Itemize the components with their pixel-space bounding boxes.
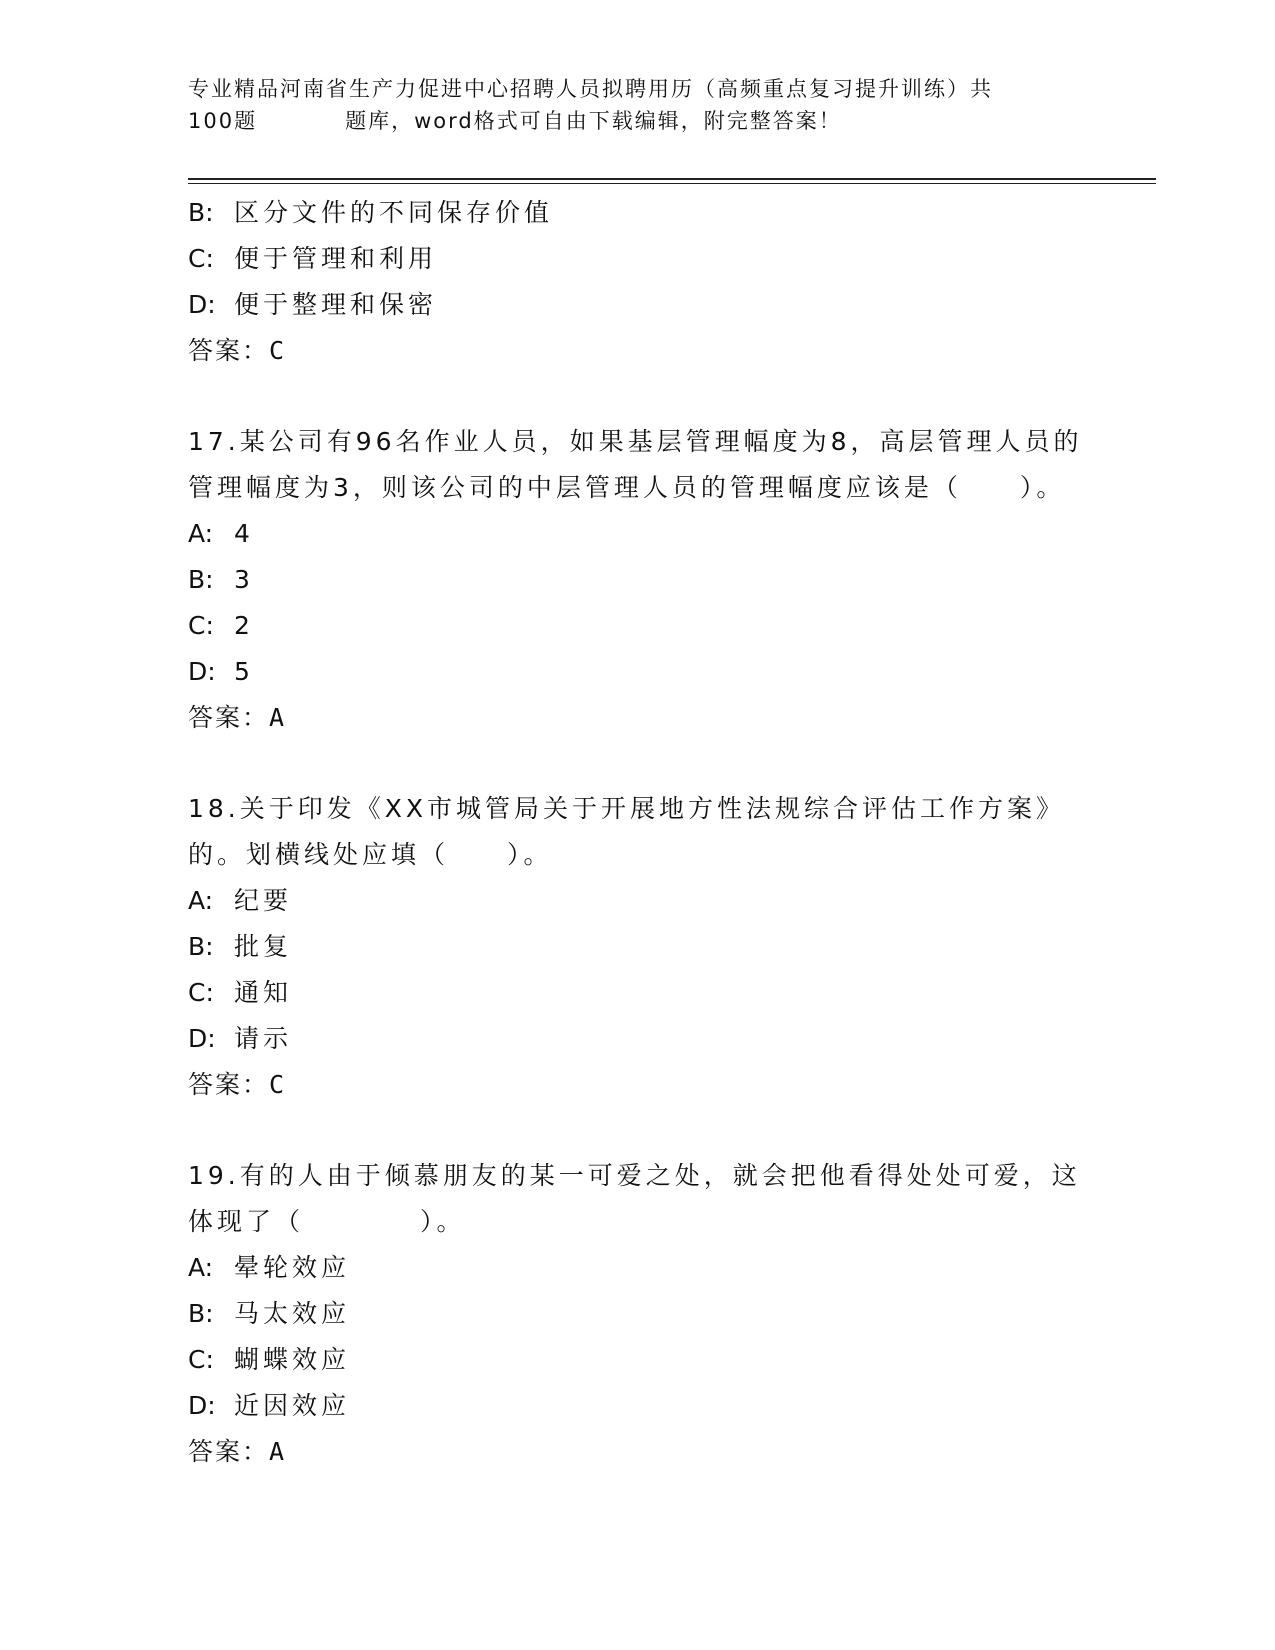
option-text: 马太效应 [234,1299,351,1328]
header-question-count: 100题 [188,109,258,133]
option-b [188,190,1128,236]
answer-value: C [269,1070,285,1099]
option-key: A: [188,519,214,548]
header-title-suffix: 题库，word格式可自由下载编辑，附完整答案！ [345,109,842,133]
answer-value: A [269,1437,285,1466]
answer-value: A [269,703,285,732]
option-text: 便于整理和保密 [234,290,438,319]
option-d [188,1383,1128,1429]
option-text: 纪要 [234,886,293,915]
header-rule-thin [188,183,1156,184]
option-text: 通知 [234,978,293,1007]
question-stem-line-1: 19.有的人由于倾慕朋友的某一可爱之处，就会把他看得处处可爱，这 [188,1161,1081,1190]
option-key: A: [188,1253,214,1282]
question-16-tail [188,190,1128,374]
option-key: D: [188,1391,216,1420]
answer-line [188,695,1128,741]
option-key: A: [188,886,214,915]
option-text: 3 [234,565,254,594]
option-text: 蝴蝶效应 [234,1345,351,1374]
option-text: 4 [234,519,254,548]
answer-line [188,1062,1128,1108]
option-c [188,236,1128,282]
option-d [188,1016,1128,1062]
option-text: 便于管理和利用 [234,244,438,273]
question-stem-line-2: 管理幅度为3，则该公司的中层管理人员的管理幅度应该是（ ）。 [188,473,1066,502]
answer-label: 答案： [188,336,270,365]
option-key: C: [188,611,214,640]
question-stem-line-2: 的。划横线处应填（ ）。 [188,840,553,869]
option-d [188,649,1128,695]
answer-line [188,1429,1128,1475]
option-c [188,603,1128,649]
answer-value: C [269,336,285,365]
option-a [188,511,1128,557]
answer-label: 答案： [188,703,270,732]
question-18 [188,786,1128,1108]
question-17 [188,419,1128,741]
option-key: D: [188,657,216,686]
option-b [188,1291,1128,1337]
option-text: 区分文件的不同保存价值 [234,198,554,227]
option-b [188,924,1128,970]
header-rule-thick [188,178,1156,180]
option-key: C: [188,244,214,273]
answer-label: 答案： [188,1070,270,1099]
option-key: D: [188,290,216,319]
document-header [188,73,1088,137]
option-key: D: [188,1024,216,1053]
option-key: B: [188,932,214,961]
question-stem-line-2: 体现了（ ）。 [188,1207,466,1236]
option-text: 5 [234,657,254,686]
question-stem-line-1: 17.某公司有96名作业人员，如果基层管理幅度为8，高层管理人员的 [188,427,1083,456]
answer-line [188,328,1128,374]
answer-label: 答案： [188,1437,270,1466]
header-title-line-2 [188,105,1088,137]
option-text: 2 [234,611,254,640]
option-key: C: [188,1345,214,1374]
option-b [188,557,1128,603]
option-c [188,970,1128,1016]
option-c [188,1337,1128,1383]
option-text: 请示 [234,1024,293,1053]
option-d [188,282,1128,328]
option-text: 近因效应 [234,1391,351,1420]
question-list [188,190,1128,1475]
header-title-line-1: 专业精品河南省生产力促进中心招聘人员拟聘用历（高频重点复习提升训练）共 [188,77,993,101]
question-stem-line-1: 18.关于印发《XX市城管局关于开展地方性法规综合评估工作方案》 [188,794,1066,823]
question-19 [188,1153,1128,1475]
option-a [188,878,1128,924]
option-text: 批复 [234,932,293,961]
option-text: 晕轮效应 [234,1253,351,1282]
option-key: B: [188,565,214,594]
option-key: B: [188,1299,214,1328]
option-key: C: [188,978,214,1007]
option-a [188,1245,1128,1291]
option-key: B: [188,198,214,227]
